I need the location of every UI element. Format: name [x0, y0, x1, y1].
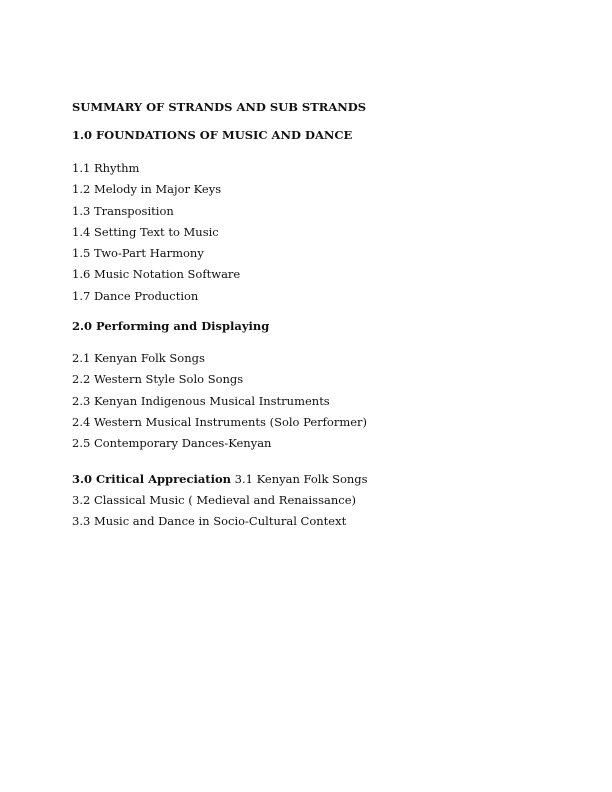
- strand-3-heading: 3.0 Critical Appreciation: [72, 471, 232, 486]
- strand-1-sub-strands: [72, 158, 542, 307]
- strand-2-heading: 2.0 Performing and Displaying: [72, 319, 270, 334]
- document-title: SUMMARY OF STRANDS AND SUB STRANDS: [72, 100, 367, 114]
- sub-strand-item: 2.1 Kenyan Folk Songs: [72, 351, 205, 366]
- sub-strand-item: 2.2 Western Style Solo Songs: [72, 372, 244, 387]
- strand-2-sub-strands: [72, 348, 542, 454]
- sub-strand-item: 1.5 Two-Part Harmony: [72, 246, 204, 261]
- sub-strand-item: 1.2 Melody in Major Keys: [72, 182, 222, 197]
- sub-strand-item: 2.5 Contemporary Dances-Kenyan: [72, 436, 272, 451]
- strand-3-sub-strands: [72, 490, 542, 533]
- sub-strand-item: 1.6 Music Notation Software: [72, 267, 241, 282]
- sub-strand-item: 3.1 Kenyan Folk Songs: [234, 471, 368, 486]
- sub-strand-item: 1.1 Rhythm: [72, 161, 140, 175]
- document-page: [72, 100, 542, 532]
- sub-strand-item: 3.3 Music and Dance in Socio-Cultural Context: [72, 513, 347, 528]
- sub-strand-item: 3.2 Classical Music ( Medieval and Renaissance): [72, 492, 356, 507]
- strand-3-heading-row: [72, 469, 542, 490]
- sub-strand-item: 1.3 Transposition: [72, 203, 174, 218]
- sub-strand-item: 2.4 Western Musical Instruments (Solo Performer): [72, 414, 368, 429]
- strand-1-heading: 1.0 FOUNDATIONS OF MUSIC AND DANCE: [72, 128, 353, 142]
- sub-strand-item: 2.3 Kenyan Indigenous Musical Instruments: [72, 393, 330, 408]
- sub-strand-item: 1.7 Dance Production: [72, 288, 199, 303]
- sub-strand-item: 1.4 Setting Text to Music: [72, 224, 219, 239]
